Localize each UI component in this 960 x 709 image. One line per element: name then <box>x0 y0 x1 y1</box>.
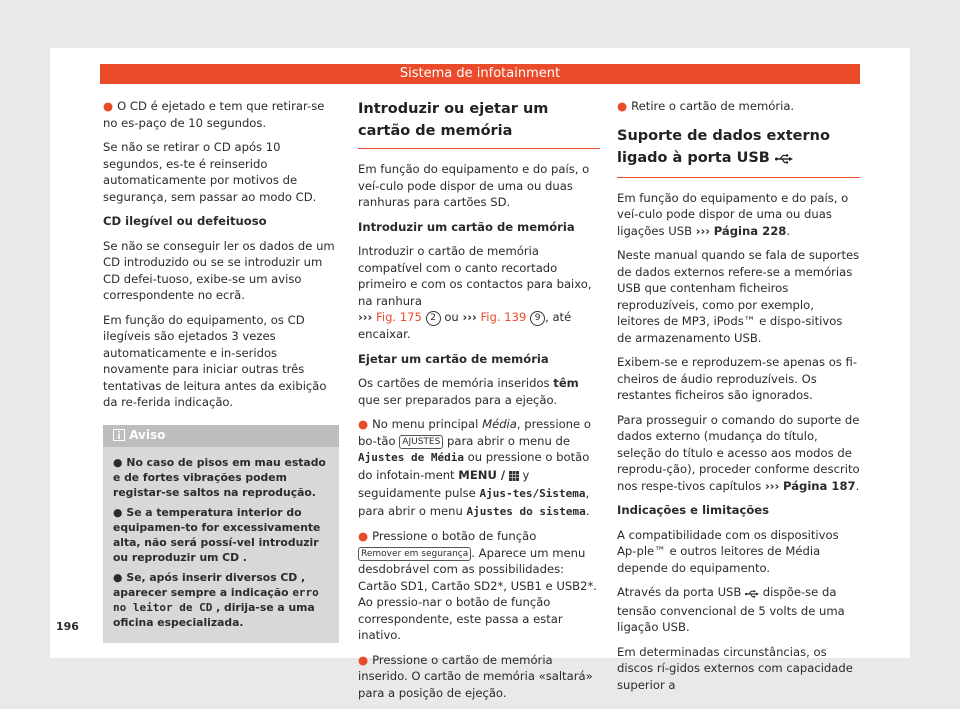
text: , até encaixar. <box>358 310 572 341</box>
column-middle <box>358 98 600 709</box>
notice-text: Se, após inserir diversos CD , aparecer sempre a indicação <box>113 570 306 599</box>
bullet-icon: ● <box>113 570 123 584</box>
notice-header <box>103 425 339 447</box>
page-header: Sistema de infotainment <box>100 64 860 84</box>
paragraph: Se não se retirar o CD após 10 segundos, es-te é reinserido automaticamente por motivos de segurança, sem passar ao modo CD. <box>103 140 317 204</box>
arrow-icon: ››› <box>764 478 780 493</box>
info-icon <box>113 427 125 447</box>
text: que ser preparados para a ejeção. <box>358 392 558 407</box>
menu-code: Ajustes do sistema <box>466 504 586 518</box>
menu-code: Ajustes de Média <box>358 451 464 464</box>
text: Pressione o cartão de memória inserido. O cartão de memória «saltará» para a posição de ejeção. <box>358 652 593 700</box>
figure-link-175[interactable]: Fig. 175 <box>376 310 422 324</box>
page-link-228[interactable]: Página 228 <box>713 223 787 238</box>
text: . <box>585 503 590 518</box>
paragraph <box>617 412 860 495</box>
paragraph <box>617 584 860 636</box>
notice-box <box>103 425 339 643</box>
callout-number: 9 <box>530 311 545 326</box>
text-bold: têm <box>553 376 579 390</box>
notice-item <box>113 570 329 630</box>
column-left <box>103 98 339 643</box>
arrow-icon: ››› <box>358 310 373 324</box>
paragraph: Em determinadas circunstâncias, os discos rí-gidos externos com capacidade superior a <box>617 644 853 692</box>
page-link-187[interactable]: Página 187 <box>783 478 856 493</box>
menu-key: MENU / <box>458 467 506 482</box>
text: , pressione o bo-tão <box>358 417 591 448</box>
menu-code: Ajus-tes/Sistema <box>479 487 586 500</box>
text: dispõe-se da tensão convencional de 5 volts de uma ligação USB. <box>617 585 845 634</box>
figure-link-139[interactable]: Fig. 139 <box>480 310 527 324</box>
paragraph: Em função do equipamento, os CD ilegíveis são ejetados 3 vezes automaticamente e in-seridos novamente para iniciar outras três tentativas de leitura antes da exibição da re-ferida indicação. <box>103 312 327 409</box>
notice-title: Aviso <box>129 427 166 442</box>
heading-text: Suporte de dados externo ligado à porta USB <box>617 127 830 166</box>
text: ou pressione o botão do infotain-ment <box>358 450 590 482</box>
callout-number: 2 <box>426 311 441 326</box>
usb-icon <box>775 149 793 171</box>
bullet-remove-card <box>617 98 860 115</box>
paragraph: Se não se conseguir ler os dados de um CD introduzido ou se se introduzir um CD defei-tuoso, exibe-se um aviso correspondente no ecrã. <box>103 238 335 302</box>
bullet-text: O CD é ejetado e tem que retirar-se no es-paço de 10 segundos. <box>103 99 325 130</box>
text: . <box>855 478 860 493</box>
text: para abrir o menu de <box>447 433 571 448</box>
text: . <box>786 223 791 238</box>
menu-name: Média <box>482 417 517 431</box>
bullet-remove-safely <box>358 528 600 644</box>
bullet-menu-instructions <box>358 416 600 520</box>
arrow-icon: ››› <box>462 310 477 324</box>
paragraph: A compatibilidade com os dispositivos Ap-ple™ e outros leitores de Média depende do equipamento. <box>617 527 839 575</box>
text: y seguidamente pulse <box>358 467 530 500</box>
text: No menu principal <box>372 417 479 431</box>
text: Retire o cartão de memória. <box>631 99 795 113</box>
paragraph <box>358 375 600 408</box>
text: , para abrir o menu <box>358 486 590 518</box>
text: Para prosseguir o comando do suporte de dados externo (mudança do título, seleção do título e acesso aos modos de reprodu-ção), proceder conforme descrito nos respe-tivos capítulos <box>617 412 860 493</box>
remove-safely-key: Remover em segurança <box>358 547 471 561</box>
bullet-icon: ● <box>113 505 123 519</box>
text: Em função do equipamento e do país, o veí-culo pode dispor de uma ou duas ligações USB <box>617 190 849 238</box>
notice-text: , dirija-se a uma oficina especializada. <box>113 600 315 629</box>
usb-icon <box>745 586 759 603</box>
subheading-limitations: Indicações e limitações <box>617 503 770 517</box>
bullet-icon: ● <box>358 652 369 667</box>
notice-body <box>103 447 339 630</box>
notice-item <box>113 455 329 500</box>
arrow-icon: ››› <box>695 223 711 238</box>
column-right <box>617 98 860 701</box>
paragraph: Neste manual quando se fala de suportes de dados externos refere-se a memórias USB que contenham ficheiros reproduzíveis, como por exemplo, leitores de MP3, iPods™ e dispo-sitivos de armazenamento USB. <box>617 248 860 345</box>
text: Pressione o botão de função <box>372 529 537 543</box>
text: Os cartões de memória inseridos <box>358 376 550 390</box>
text: Através da porta USB <box>617 585 742 599</box>
notice-text: No caso de pisos em mau estado e de fortes vibrações podem registar-se saltos na reprodução. <box>113 455 326 499</box>
ajustes-key: AJUSTES <box>399 435 443 449</box>
bullet-icon: ● <box>113 455 123 469</box>
grid-menu-icon <box>509 469 519 486</box>
bullet-cd-ejected <box>103 98 339 131</box>
text: Introduzir o cartão de memória compatível com o canto recortado primeiro e com os contactos para baixo, na ranhura <box>358 244 592 308</box>
notice-text: Se a temperatura interior do equipamen-to for excessivamente alta, não será possí-vel introduzir ou reproduzir um CD . <box>113 505 321 564</box>
paragraph <box>617 190 860 240</box>
notice-item <box>113 505 329 565</box>
section-heading-usb <box>617 125 860 178</box>
subheading-cd-unreadable: CD ilegível ou defeituoso <box>103 214 267 228</box>
text: ou <box>444 310 459 324</box>
section-heading-memory-card: Introduzir ou ejetar um cartão de memória <box>358 98 600 149</box>
display-message-code: erro no leitor de CD <box>113 585 319 614</box>
bullet-icon: ● <box>358 529 369 543</box>
paragraph: Exibem-se e reproduzem-se apenas os fi-cheiros de áudio reproduzíveis. Os restantes ficheiros são ignorados. <box>617 355 858 402</box>
subheading-eject-card: Ejetar um cartão de memória <box>358 351 549 366</box>
page-number: 196 <box>56 620 79 633</box>
bullet-press-card <box>358 652 600 702</box>
text: . Aparece um menu desdobrável com as possibilidades: Cartão SD1, Cartão SD2*, USB1 e USB2*. Ao pressio-nar o botão de função correspondente, este passa a estar inativo. <box>358 545 597 642</box>
bullet-icon: ● <box>617 99 628 113</box>
bullet-icon: ● <box>358 417 369 431</box>
paragraph-insert <box>358 243 600 343</box>
subheading-insert-card: Introduzir um cartão de memória <box>358 219 575 234</box>
paragraph: Em função do equipamento e do país, o veí-culo pode dispor de uma ou duas ranhuras para cartões SD. <box>358 162 590 209</box>
bullet-icon: ● <box>103 99 114 113</box>
